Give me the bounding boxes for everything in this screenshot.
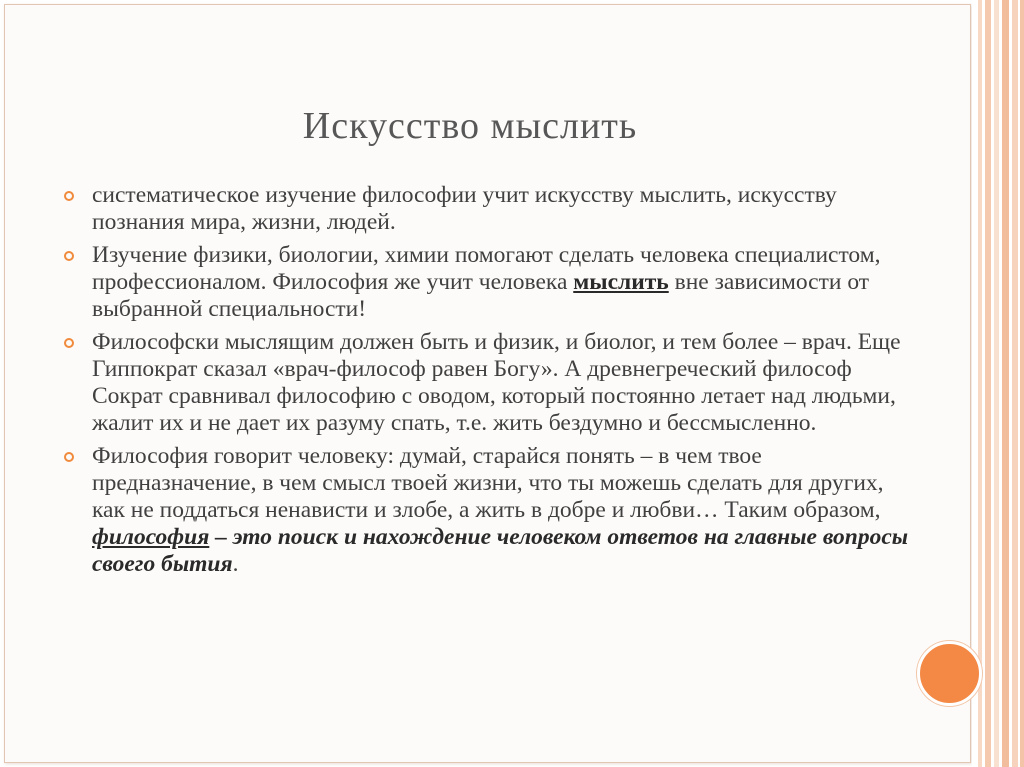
bullet-ring-icon (64, 338, 74, 348)
emphasis-term: философия (92, 524, 210, 550)
bullet-text: систематическое изучение философии учит искусству мыслить, искусству познания мира, жизни, людей. (92, 182, 837, 235)
bullet-list (62, 182, 922, 584)
bullet-ring-icon (64, 251, 74, 261)
bullet-item-1 (62, 182, 922, 236)
decorative-stripes (972, 0, 1024, 767)
bullet-text-tail: вне зависимости от выбранной специальности! (92, 269, 870, 322)
bullet-text: Философски мыслящим должен быть и физик, и биолог, и тем более – врач. Еще Гиппократ сказал «врач-философ равен Богу». А древнегреческий философ Сократ сравнивал философию с оводом, который постоянно летает над людьми, жалит их и не дает их разуму спать, т.е. жить бездумно и бессмысленно. (92, 329, 901, 436)
emphasis-definition: – это поиск и нахождение человеком ответов на главные вопросы своего бытия (92, 524, 909, 577)
bullet-item-3 (62, 329, 922, 437)
emphasis-word: мыслить (573, 269, 669, 295)
decorative-circle (917, 641, 982, 706)
bullet-text: Изучение физики, биологии, химии помогают сделать человека специалистом, профессионалом. Философия же учит человека (92, 242, 881, 295)
bullet-text: Философия говорит человеку: думай, старайся понять – в чем твое предназначение, в чем смысл твоей жизни, что ты можешь сделать для других, как не поддаться ненависти и злобе, а жить в добре и любви… Таким образом, (92, 443, 884, 523)
bullet-text-tail: . (232, 551, 239, 577)
bullet-ring-icon (64, 452, 74, 462)
slide-title: Искусство мыслить (302, 105, 638, 147)
bullet-item-4 (62, 443, 922, 578)
bullet-ring-icon (64, 191, 74, 201)
bullet-item-2 (62, 242, 922, 323)
